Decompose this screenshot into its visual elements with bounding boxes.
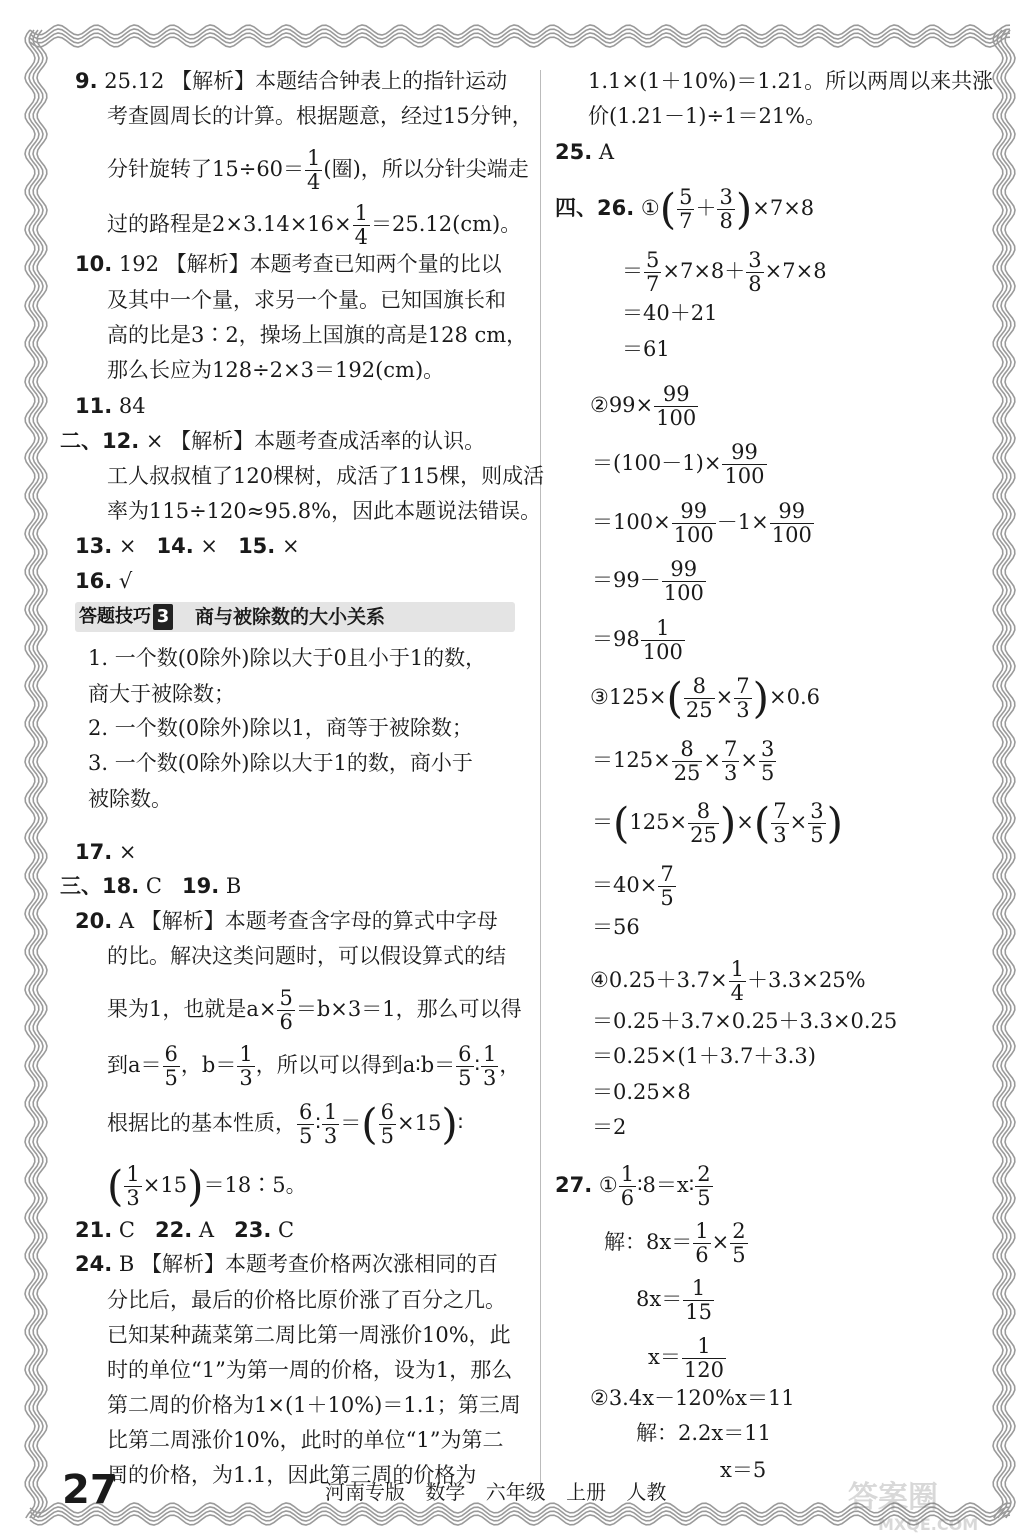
watermark-text: 答案圈 (848, 1480, 938, 1515)
tip-badge: 答题技巧 3 (75, 604, 177, 630)
q26-step: ＝ $\frac{5}{7}$ ×7×8＋ $\frac{3}{8}$ ×7×8 (622, 248, 827, 296)
q27-step: 解：8x＝ $\frac{1}{6}$ × $\frac{2}{5}$ (604, 1219, 746, 1267)
q26-step: ＝100× $\frac{99}{100}$ －1× $\frac{99}{100}$ (592, 499, 812, 547)
q10-line1: 10. 192 【解析】本题考查已知两个量的比以 (75, 252, 502, 276)
q27-step: x＝ $\frac{1}{120}$ (648, 1334, 724, 1382)
q9-line1: 9. 25.12 【解析】本题结合钟表上的指针运动 (75, 69, 508, 93)
page-number: 27 (62, 1467, 118, 1513)
fraction: $\frac{5}{7}$ (679, 185, 693, 233)
q24-line1: 24. B 【解析】本题考查价格两次涨相同的百 (75, 1252, 498, 1276)
fraction: $\frac{3}{8}$ (748, 248, 762, 296)
fraction: $\frac{6}{5}$ (458, 1042, 472, 1090)
fraction: $\frac{6}{5}$ (380, 1100, 394, 1148)
fraction: $\frac{1}{4}$ (307, 146, 321, 194)
q27-part2: ②3.4x－120%x＝11 (590, 1386, 795, 1410)
q26-step: ＝0.25×(1＋3.7＋3.3) (592, 1044, 816, 1068)
q12-line1: 二、12. × 【解析】本题考查成活率的认识。 (60, 429, 486, 453)
fraction: $\frac{6}{5}$ (299, 1100, 313, 1148)
fraction: $\frac{2}{5}$ (732, 1219, 746, 1267)
q24-line5: 第二周的价格为1×(1＋10%)＝1.1；第三周 (107, 1393, 521, 1417)
q24-line2: 分比后，最后的价格比原价涨了百分之几。 (107, 1288, 506, 1312)
q27-part1: 27. ① $\frac{1}{6}$ ∶8＝x∶ $\frac{2}{5}$ (555, 1162, 711, 1210)
fraction: $\frac{99}{100}$ (771, 499, 812, 547)
q13-15: 13. × 14. × 15. × (75, 534, 300, 558)
tip-title: 商与被除数的大小关系 (195, 606, 386, 628)
tip-line: 商大于被除数； (88, 682, 235, 706)
q12-line2: 工人叔叔植了120棵树，成活了115棵，则成活 (107, 464, 545, 488)
q11: 11. 84 (75, 394, 146, 418)
fraction: $\frac{99}{100}$ (673, 499, 714, 547)
q24-line6: 比第二周涨价10%，此时的单位“1”为第二 (107, 1428, 504, 1452)
fraction: $\frac{5}{7}$ (646, 248, 660, 296)
q26-step: ＝0.25×8 (592, 1080, 691, 1104)
q26-part1: 四、26. ①( $\frac{5}{7}$ ＋ $\frac{3}{8}$ )×7×8 (555, 184, 815, 234)
q26-step: ＝0.25＋3.7×0.25＋3.3×0.25 (592, 1009, 898, 1033)
fraction: $\frac{99}{100}$ (724, 440, 765, 488)
q12-line3: 率为115÷120≈95.8%，因此本题说法错误。 (107, 499, 542, 523)
fraction: $\frac{7}{3}$ (736, 674, 750, 722)
q26-step: ＝2 (592, 1115, 627, 1139)
q18-19: 三、18. C 19. B (60, 874, 242, 898)
q20-line1: 20. A 【解析】本题考查含字母的算式中字母 (75, 909, 498, 933)
q24-cont-line1: 1.1×(1＋10%)＝1.21。所以两周以来共涨 (588, 69, 994, 93)
fraction: $\frac{2}{5}$ (697, 1162, 711, 1210)
q26-step: ＝98 $\frac{1}{100}$ (592, 616, 683, 664)
fraction: $\frac{1}{3}$ (126, 1162, 140, 1210)
q20-line3: 果为1，也就是a× $\frac{5}{6}$ ＝b×3＝1，那么可以得 (107, 986, 522, 1034)
tip-line: 被除数。 (88, 787, 172, 811)
q20-line6: ( $\frac{1}{3}$ ×15)＝18∶5。 (107, 1161, 307, 1211)
fraction: $\frac{1}{4}$ (354, 201, 369, 249)
tip-header (75, 602, 515, 632)
column-divider (540, 70, 541, 1490)
fraction: $\frac{1}{15}$ (685, 1276, 712, 1324)
fraction: $\frac{1}{120}$ (683, 1334, 724, 1382)
fraction: $\frac{1}{6}$ (695, 1219, 709, 1267)
fraction: $\frac{6}{5}$ (164, 1042, 178, 1090)
q9-line4: 过的路程是2×3.14×16× $\frac{1}{4}$ ＝25.12(cm)。 (107, 201, 522, 249)
fraction: $\frac{7}{3}$ (724, 737, 738, 785)
fraction: $\frac{3}{8}$ (719, 185, 733, 233)
q24-line7: 周的价格，为1.1，因此第三周的价格为 (107, 1463, 477, 1487)
q27-step: 8x＝ $\frac{1}{15}$ (636, 1276, 712, 1324)
fraction: $\frac{99}{100}$ (663, 557, 704, 605)
q20-line2: 的比。解决这类问题时，可以假设算式的结 (107, 944, 506, 968)
q26-step: ＝99－ $\frac{99}{100}$ (592, 557, 704, 605)
q9-line3: 分针旋转了15÷60＝ $\frac{1}{4}$ (圈)，所以分针尖端走 (107, 146, 529, 194)
fraction: $\frac{1}{3}$ (323, 1100, 338, 1148)
q26-step: ＝56 (592, 915, 640, 939)
q26-step: ＝(125× $\frac{8}{25}$ )×( $\frac{7}{3}$ × $\frac{3}{5}$ ) (592, 798, 843, 848)
fraction: $\frac{1}{4}$ (730, 957, 744, 1005)
q26-step: ＝40× $\frac{7}{5}$ (592, 862, 674, 910)
q24-cont-line2: 价(1.21－1)÷1＝21%。 (588, 104, 827, 128)
q24-line4: 时的单位“1”为第一周的价格，设为1，那么 (107, 1358, 513, 1382)
fraction: $\frac{1}{3}$ (483, 1042, 497, 1090)
fraction: $\frac{7}{5}$ (660, 862, 674, 910)
q10-line2: 及其中一个量，求另一个量。已知国旗长和 (107, 288, 506, 312)
tip-line: 1. 一个数(0除外)除以大于0且小于1的数， (88, 646, 487, 670)
fraction: $\frac{3}{5}$ (810, 799, 824, 847)
q10-line4: 那么长应为128÷2×3＝192(cm)。 (107, 358, 445, 382)
q25: 25. A (555, 140, 615, 164)
fraction: $\frac{3}{5}$ (761, 737, 775, 785)
fraction: $\frac{1}{6}$ (620, 1162, 635, 1210)
q9-line2: 考查圆周长的计算。根据题意，经过15分钟， (107, 104, 533, 128)
fraction: $\frac{99}{100}$ (656, 382, 697, 430)
fraction: $\frac{5}{6}$ (279, 986, 293, 1034)
q20-line5: 根据比的基本性质， $\frac{6}{5}$ ∶ $\frac{1}{3}$ ＝( $\frac{6}{5}$ ×15)∶ (107, 1099, 464, 1149)
q21-23: 21. C 22. A 23. C (75, 1218, 295, 1242)
q26-step: ＝61 (622, 337, 670, 361)
tip-line: 3. 一个数(0除外)除以大于1的数，商小于 (88, 751, 473, 775)
tip-line: 2. 一个数(0除外)除以1，商等于被除数； (88, 716, 473, 740)
fraction: $\frac{1}{3}$ (239, 1042, 253, 1090)
q26-step: ＝(100－1)× $\frac{99}{100}$ (592, 440, 765, 488)
page-footer: 河南专版 数学 六年级 上册 人教 (325, 1480, 667, 1504)
q26-part3: ③125×( $\frac{8}{25}$ × $\frac{7}{3}$ )×0.6 (590, 673, 821, 723)
q26-part4: ④0.25＋3.7× $\frac{1}{4}$ ＋3.3×25% (590, 957, 866, 1005)
q24-line3: 已知某种蔬菜第二周比第一周涨价10%，此 (107, 1323, 511, 1347)
watermark-logo (838, 1475, 1018, 1535)
q26-step: ＝40＋21 (622, 301, 718, 325)
fraction: $\frac{1}{100}$ (642, 616, 683, 664)
fraction: $\frac{8}{25}$ (673, 737, 701, 785)
q16: 16. √ (75, 569, 133, 593)
q27-step: 解：2.2x＝11 (636, 1421, 771, 1445)
watermark-sub: MXQE.COM (878, 1515, 979, 1534)
fraction: $\frac{8}{25}$ (690, 799, 717, 847)
q27-step: x＝5 (720, 1458, 767, 1482)
fraction: $\frac{7}{3}$ (773, 799, 787, 847)
q10-line3: 高的比是3∶2，操场上国旗的高是128 cm， (107, 323, 528, 347)
fraction: $\frac{8}{25}$ (685, 674, 713, 722)
border-wave (30, 37, 1010, 47)
q17: 17. × (75, 840, 137, 864)
q26-step: ＝125× $\frac{8}{25}$ × $\frac{7}{3}$ × $\frac{3}{5}$ (592, 737, 775, 785)
q26-part2: ②99× $\frac{99}{100}$ (590, 382, 697, 430)
q20-line4: 到a＝ $\frac{6}{5}$ ，b＝ $\frac{1}{3}$ ，所以可以得到a∶b＝ $\frac{6}{5}$ ∶ $\frac{1}{3}$ ， (107, 1042, 521, 1090)
